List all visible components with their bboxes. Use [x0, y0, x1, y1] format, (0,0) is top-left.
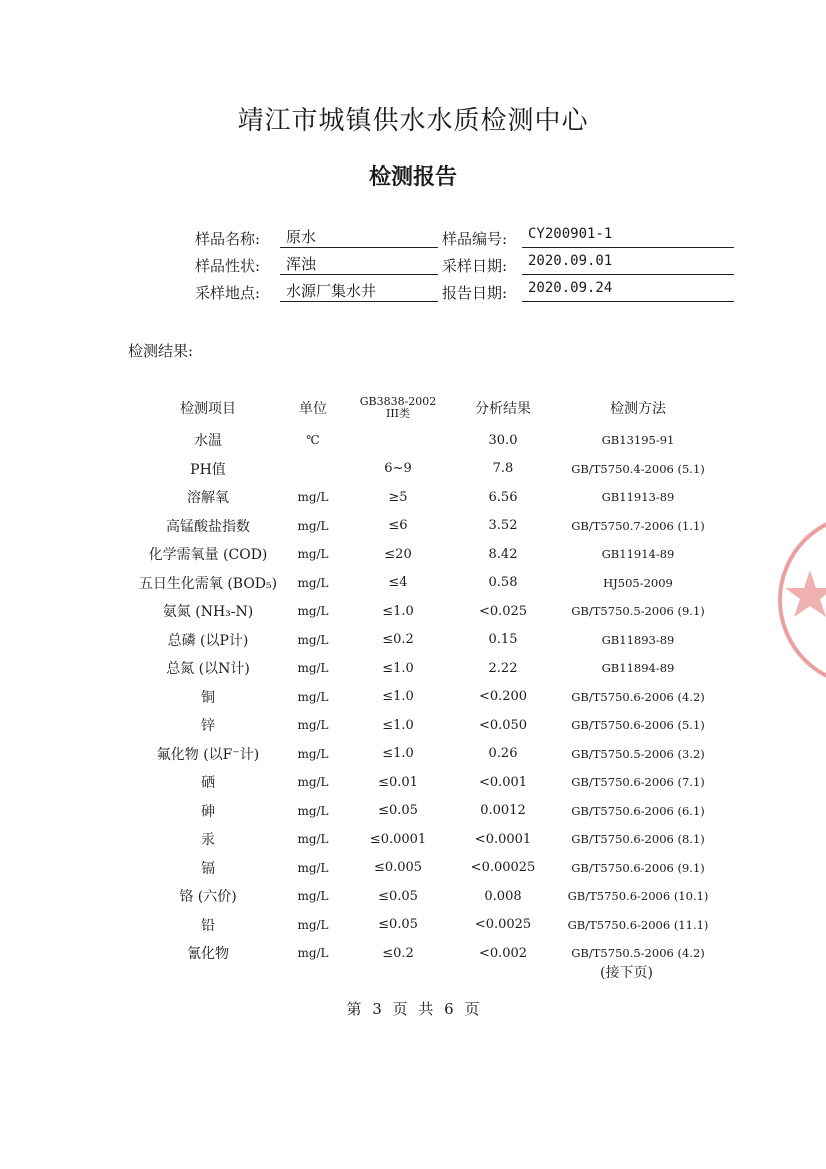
sample-nature-label: 样品性状:: [195, 257, 261, 275]
item-cell: 水温: [194, 433, 222, 450]
unit-cell: mg/L: [297, 689, 329, 704]
standard-cell: 6~9: [384, 461, 412, 477]
result-cell: 3.52: [488, 518, 518, 534]
header-unit: 单位: [299, 401, 327, 417]
page-indicator: 第 3 页 共 6 页: [346, 1000, 480, 1018]
table-row: [128, 512, 728, 541]
table-row: [128, 882, 728, 911]
results-header-row: [128, 390, 728, 426]
unit-cell: mg/L: [297, 604, 329, 619]
header-standard-line2: III类: [385, 407, 411, 420]
report-title: 检测报告: [368, 165, 457, 190]
standard-cell: ≤6: [388, 518, 408, 534]
method-cell: GB/T5750.6-2006 (6.1): [571, 803, 705, 818]
info-row-nature-sampling: [190, 253, 750, 277]
official-seal-stamp: [770, 500, 826, 700]
result-cell: 0.58: [488, 575, 518, 591]
standard-cell: ≤0.05: [378, 888, 418, 904]
result-cell: 0.26: [488, 746, 518, 762]
sample-id-value: CY200901-1: [522, 226, 734, 248]
unit-cell: mg/L: [297, 661, 329, 676]
unit-cell: mg/L: [297, 547, 329, 562]
table-row: [128, 569, 728, 598]
method-cell: GB/T5750.4-2006 (5.1): [571, 461, 705, 476]
continued-note: (接下页): [600, 965, 653, 981]
item-cell: 铜: [201, 689, 215, 706]
item-cell: 氨氮 (NH₃-N): [162, 604, 254, 621]
table-row: [128, 683, 728, 712]
method-cell: GB/T5750.6-2006 (11.1): [567, 917, 709, 932]
standard-cell: ≤0.2: [382, 945, 414, 961]
method-cell: GB13195-91: [601, 433, 675, 448]
report-date-value: 2020.09.24: [522, 280, 734, 302]
table-row: [128, 711, 728, 740]
standard-cell: ≤0.005: [373, 860, 423, 876]
item-cell: 溶解氧: [187, 490, 229, 507]
table-row: [128, 797, 728, 826]
sampling-date-label: 采样日期:: [442, 257, 508, 275]
unit-cell: mg/L: [297, 718, 329, 733]
table-row: [128, 654, 728, 683]
method-cell: GB/T5750.7-2006 (1.1): [571, 518, 705, 533]
item-cell: 砷: [201, 803, 215, 820]
results-section-label: 检测结果:: [128, 342, 194, 360]
result-cell: 8.42: [488, 546, 518, 562]
result-cell: <0.050: [478, 717, 528, 733]
result-cell: <0.200: [478, 689, 528, 705]
result-cell: 0.008: [484, 888, 522, 904]
item-cell: 高锰酸盐指数: [166, 518, 250, 535]
method-cell: GB11893-89: [601, 632, 675, 647]
report-date-label: 报告日期:: [442, 284, 508, 302]
result-cell: 7.8: [492, 461, 514, 477]
seal-star-icon: [785, 570, 826, 617]
table-row: [128, 825, 728, 854]
method-cell: GB/T5750.5-2006 (4.2): [571, 946, 705, 961]
unit-cell: mg/L: [297, 518, 329, 533]
item-cell: 总磷 (以P计): [167, 632, 249, 649]
item-cell: 硒: [201, 775, 215, 792]
unit-cell: mg/L: [297, 632, 329, 647]
result-cell: <0.002: [478, 945, 528, 961]
method-cell: GB/T5750.6-2006 (7.1): [571, 775, 705, 790]
method-cell: GB/T5750.6-2006 (8.1): [571, 832, 705, 847]
item-cell: 铅: [201, 917, 215, 934]
table-row: [128, 768, 728, 797]
item-cell: PH值: [190, 461, 226, 478]
table-row: [128, 854, 728, 883]
result-cell: 6.56: [488, 489, 518, 505]
method-cell: GB/T5750.6-2006 (10.1): [567, 889, 709, 904]
organization-title: 靖江市城镇供水水质检测中心: [237, 106, 589, 136]
results-body: [128, 426, 728, 968]
sampling-date-value: 2020.09.01: [522, 253, 734, 275]
unit-cell: mg/L: [297, 917, 329, 932]
header-standard-line1: GB3838-2002: [359, 395, 437, 408]
sample-name-value: 原水: [280, 226, 438, 248]
method-cell: GB/T5750.6-2006 (4.2): [571, 689, 705, 704]
unit-cell: mg/L: [297, 490, 329, 505]
standard-cell: ≤1.0: [382, 603, 414, 619]
item-cell: 化学需氧量 (COD): [148, 547, 268, 564]
table-row: [128, 426, 728, 455]
table-row: [128, 740, 728, 769]
item-cell: 汞: [201, 832, 215, 849]
standard-cell: ≤4: [388, 575, 408, 591]
method-cell: GB/T5750.6-2006 (5.1): [571, 718, 705, 733]
unit-cell: mg/L: [297, 946, 329, 961]
result-cell: <0.0025: [474, 917, 532, 933]
unit-cell: mg/L: [297, 775, 329, 790]
table-row: [128, 483, 728, 512]
item-cell: 五日生化需氧 (BOD₅): [138, 575, 278, 592]
method-cell: GB11894-89: [601, 661, 675, 676]
item-cell: 总氮 (以N计): [166, 661, 250, 678]
standard-cell: ≤1.0: [382, 746, 414, 762]
unit-cell: ℃: [306, 433, 320, 448]
unit-cell: mg/L: [297, 860, 329, 875]
unit-cell: mg/L: [297, 746, 329, 761]
info-row-location-report: [190, 280, 750, 304]
result-cell: <0.025: [478, 603, 528, 619]
standard-cell: ≤1.0: [382, 689, 414, 705]
sampling-location-label: 采样地点:: [195, 284, 261, 302]
method-cell: GB/T5750.5-2006 (3.2): [571, 746, 705, 761]
sample-name-label: 样品名称:: [195, 230, 261, 248]
item-cell: 镉: [201, 860, 215, 877]
table-row: [128, 540, 728, 569]
unit-cell: mg/L: [297, 832, 329, 847]
header-standard: [338, 390, 458, 426]
item-cell: 锌: [201, 718, 215, 735]
method-cell: GB11914-89: [601, 547, 675, 562]
standard-cell: ≤20: [384, 546, 412, 562]
header-method: 检测方法: [610, 401, 666, 417]
standard-cell: ≤0.2: [382, 632, 414, 648]
table-row: [128, 626, 728, 655]
standard-cell: ≥5: [388, 489, 408, 505]
results-table: [128, 390, 728, 968]
standard-cell: ≤0.01: [378, 774, 418, 790]
standard-cell: [338, 426, 458, 455]
unit-cell: mg/L: [297, 889, 329, 904]
method-cell: GB11913-89: [601, 490, 675, 505]
standard-cell: ≤1.0: [382, 717, 414, 733]
standard-cell: ≤0.0001: [369, 831, 427, 847]
unit-cell: mg/L: [297, 575, 329, 590]
item-cell: 铬 (六价): [179, 889, 237, 906]
method-cell: HJ505-2009: [603, 575, 673, 590]
unit-cell: mg/L: [297, 803, 329, 818]
header-item: 检测项目: [180, 401, 236, 417]
info-row-name-id: [190, 226, 750, 250]
item-cell: 氰化物: [187, 946, 229, 963]
table-row: [128, 455, 728, 484]
result-cell: 2.22: [488, 660, 518, 676]
table-row: [128, 597, 728, 626]
standard-cell: ≤0.05: [378, 803, 418, 819]
sample-nature-value: 浑浊: [280, 253, 438, 275]
item-cell: 氟化物 (以F⁻计): [156, 746, 260, 763]
result-cell: <0.0001: [474, 831, 532, 847]
sampling-location-value: 水源厂集水井: [280, 280, 438, 302]
unit-cell: [288, 455, 338, 484]
table-row: [128, 911, 728, 940]
standard-cell: ≤0.05: [378, 917, 418, 933]
result-cell: 30.0: [488, 432, 518, 448]
standard-cell: ≤1.0: [382, 660, 414, 676]
result-cell: 0.0012: [480, 803, 526, 819]
result-cell: 0.15: [488, 632, 518, 648]
sample-id-label: 样品编号:: [442, 230, 508, 248]
result-cell: <0.001: [478, 774, 528, 790]
result-cell: <0.00025: [470, 860, 536, 876]
method-cell: GB/T5750.6-2006 (9.1): [571, 860, 705, 875]
header-result: 分析结果: [475, 401, 531, 417]
method-cell: GB/T5750.5-2006 (9.1): [571, 604, 705, 619]
